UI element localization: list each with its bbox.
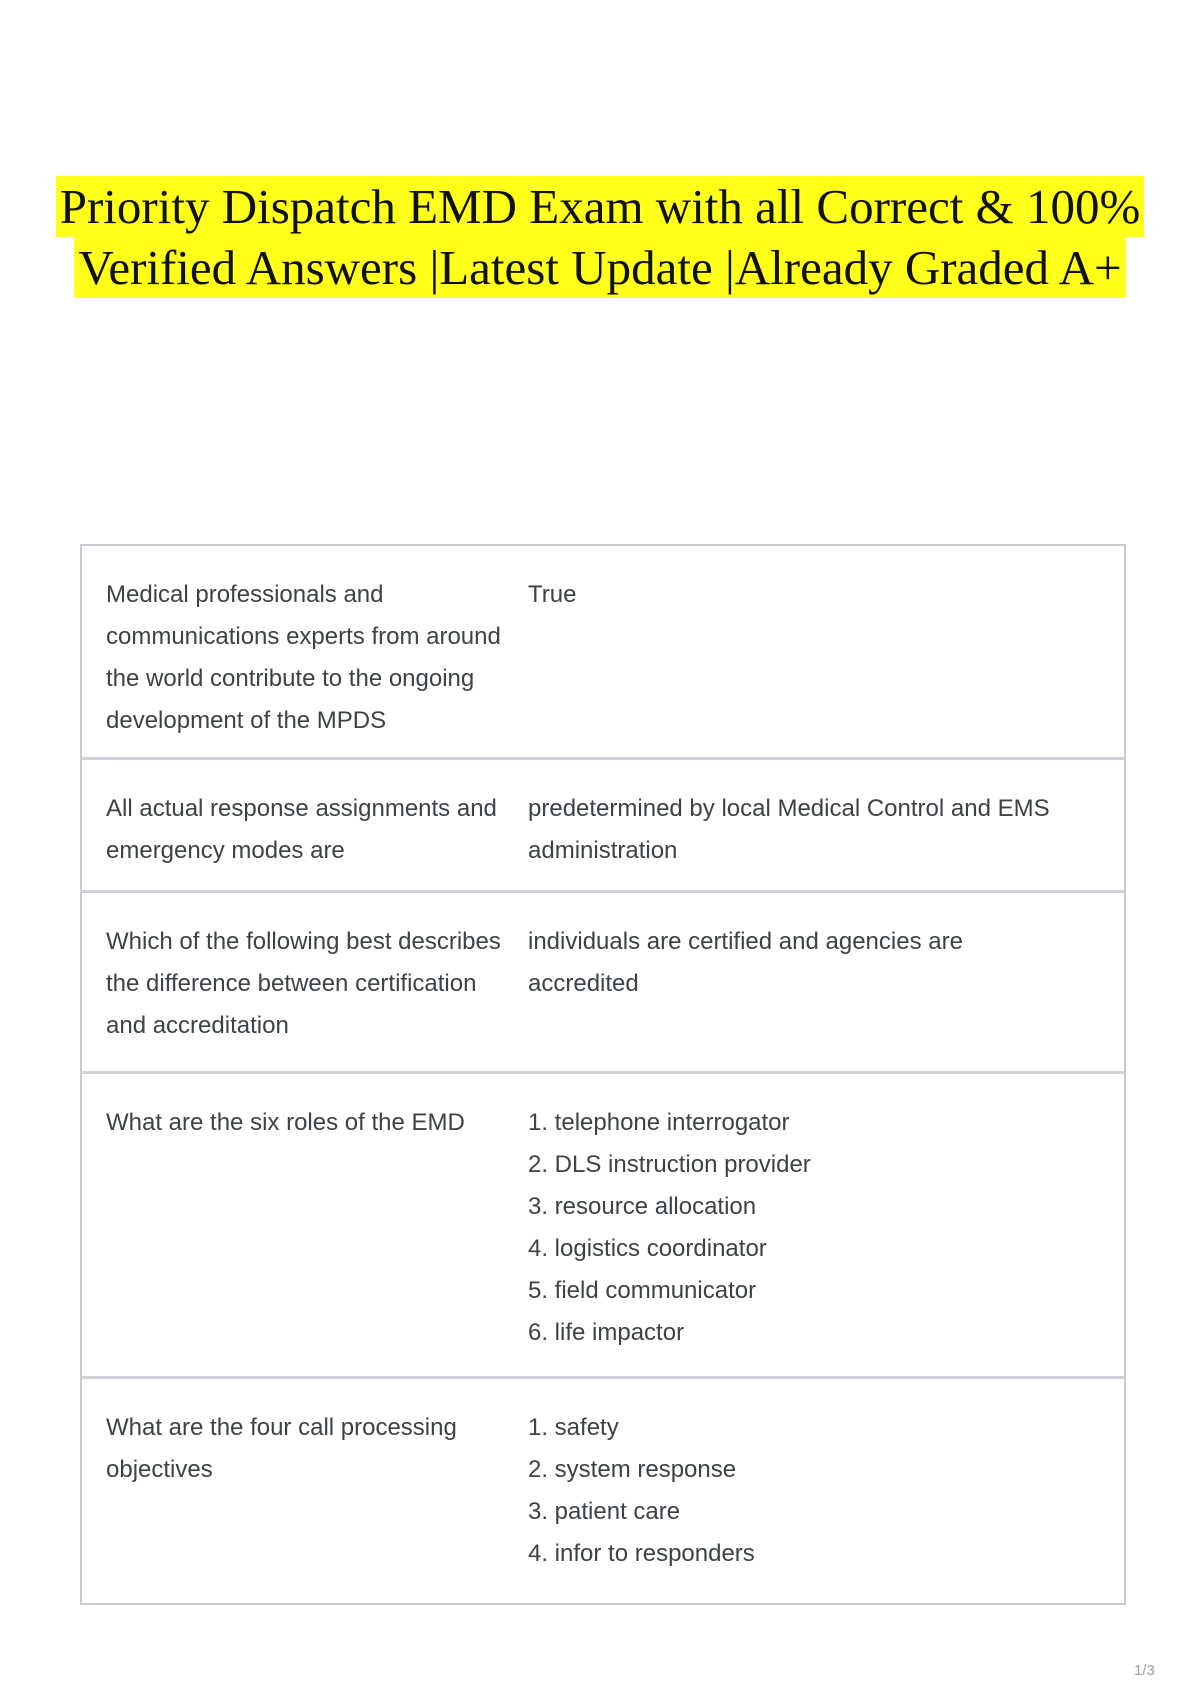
table-row [82,760,1124,893]
title-line-2: Verified Answers |Latest Update |Already Graded A+ [74,237,1125,298]
answer-item: 3. resource allocation [528,1193,757,1220]
answer-item: 4. infor to responders [528,1540,755,1567]
answer-item: 2. DLS instruction provider [528,1151,811,1178]
answer-item: 6. life impactor [528,1319,685,1346]
answer-cell [528,1379,1124,1603]
question-cell: All actual response assignments and emergency modes are [106,795,497,864]
question-cell: What are the six roles of the EMD [106,1109,465,1136]
answer-item: True [528,581,577,608]
answer-item: 1. safety [528,1414,619,1441]
answer-cell [528,893,1124,1071]
title-line-1: Priority Dispatch EMD Exam with all Correct & 100% [56,176,1145,237]
question-cell: Which of the following best describes the difference between certification and accreditation [106,928,501,1039]
answer-item: 3. patient care [528,1498,681,1525]
table-row [82,546,1124,760]
answer-item: 4. logistics coordinator [528,1235,767,1262]
answer-item: 5. field communicator [528,1277,757,1304]
answer-cell [528,1074,1124,1376]
answer-cell [528,760,1124,890]
page-number: 1/3 [1134,1662,1155,1679]
answer-item: 2. system response [528,1456,737,1483]
answer-item: individuals are certified and agencies are accredited [528,928,963,997]
table-row [82,893,1124,1074]
answer-cell [528,546,1124,757]
document-title [0,176,1200,298]
answer-item: predetermined by local Medical Control and EMS administration [528,795,1050,864]
question-cell: Medical professionals and communications experts from around the world contribute to the ongoing development of the MPDS [106,581,501,734]
question-cell: What are the four call processing objectives [106,1414,457,1483]
table-row [82,1379,1124,1603]
answer-item: 1. telephone interrogator [528,1109,790,1136]
table-row [82,1074,1124,1379]
qa-table [80,544,1126,1605]
